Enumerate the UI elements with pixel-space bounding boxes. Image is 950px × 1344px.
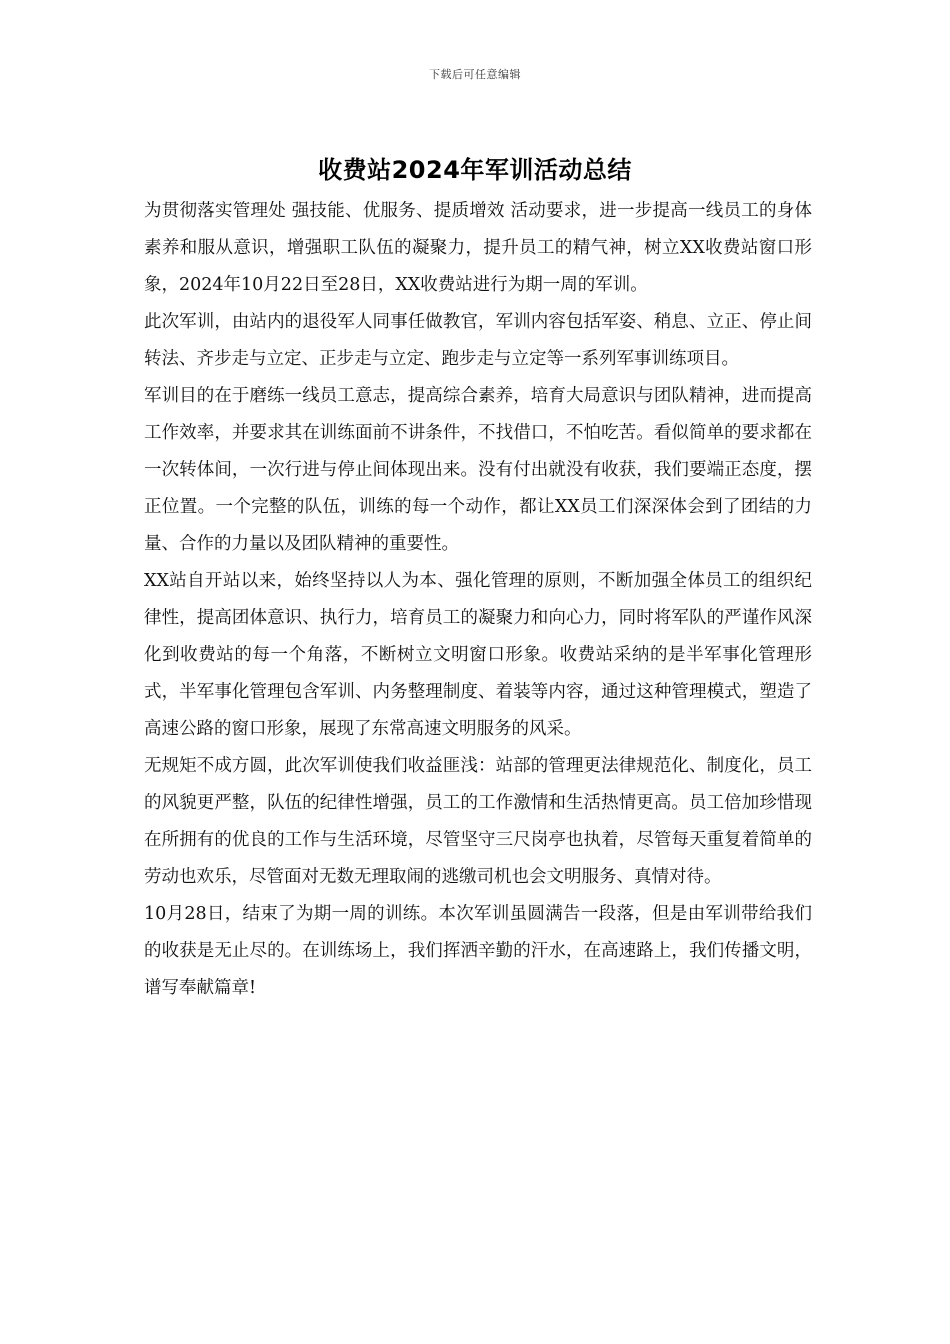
document-title: 收费站2024年军训活动总结 <box>318 156 632 184</box>
paragraph-intro: 为贯彻落实管理处 强技能、优服务、提质增效 活动要求，进一步提高一线员工的身体素养和服从意识，增强职工队伍的凝聚力，提升员工的精气神，树立XX收费站窗口形象，2024年10月22日至28日，XX收费站进行为期一周的军训。 <box>144 201 812 295</box>
paragraph-training-purpose: 军训目的在于磨练一线员工意志，提高综合素养，培育大局意识与团队精神，进而提高工作效率，并要求其在训练面前不讲条件，不找借口，不怕吃苦。看似简单的要求都在一次转体间，一次行进与停止间体现出来。没有付出就没有收获，我们要端正态度，摆正位置。一个完整的队伍，训练的每一个动作，都让XX员工们深深体会到了团结的力量、合作的力量以及团队精神的重要性。 <box>144 386 812 554</box>
document-body <box>144 193 812 1007</box>
paragraph-training-content: 此次军训，由站内的退役军人同事任做教官，军训内容包括军姿、稍息、立正、停止间转法、齐步走与立定、正步走与立定、跑步走与立定等一系列军事训练项目。 <box>144 312 812 369</box>
paragraph-conclusion: 10月28日，结束了为期一周的训练。本次军训虽圆满告一段落，但是由军训带给我们的收获是无止尽的。在训练场上，我们挥洒辛勤的汗水，在高速路上，我们传播文明，谱写奉献篇章! <box>144 904 812 998</box>
paragraph-benefits: 无规矩不成方圆，此次军训使我们收益匪浅：站部的管理更法律规范化、制度化，员工的风貌更严整，队伍的纪律性增强，员工的工作激情和生活热情更高。员工倍加珍惜现在所拥有的优良的工作与生活环境，尽管坚守三尺岗亭也执着，尽管每天重复着简单的劳动也欢乐，尽管面对无数无理取闹的逃缴司机也会文明服务、真情对待。 <box>144 756 812 887</box>
page-header-note: 下载后可任意编辑 <box>429 68 521 81</box>
paragraph-station-management: XX站自开站以来，始终坚持以人为本、强化管理的原则，不断加强全体员工的组织纪律性，提高团体意识、执行力，培育员工的凝聚力和向心力，同时将军队的严谨作风深化到收费站的每一个角落，不断树立文明窗口形象。收费站采纳的是半军事化管理形式，半军事化管理包含军训、内务整理制度、着装等内容，通过这种管理模式，塑造了高速公路的窗口形象，展现了东常高速文明服务的风采。 <box>144 571 812 739</box>
